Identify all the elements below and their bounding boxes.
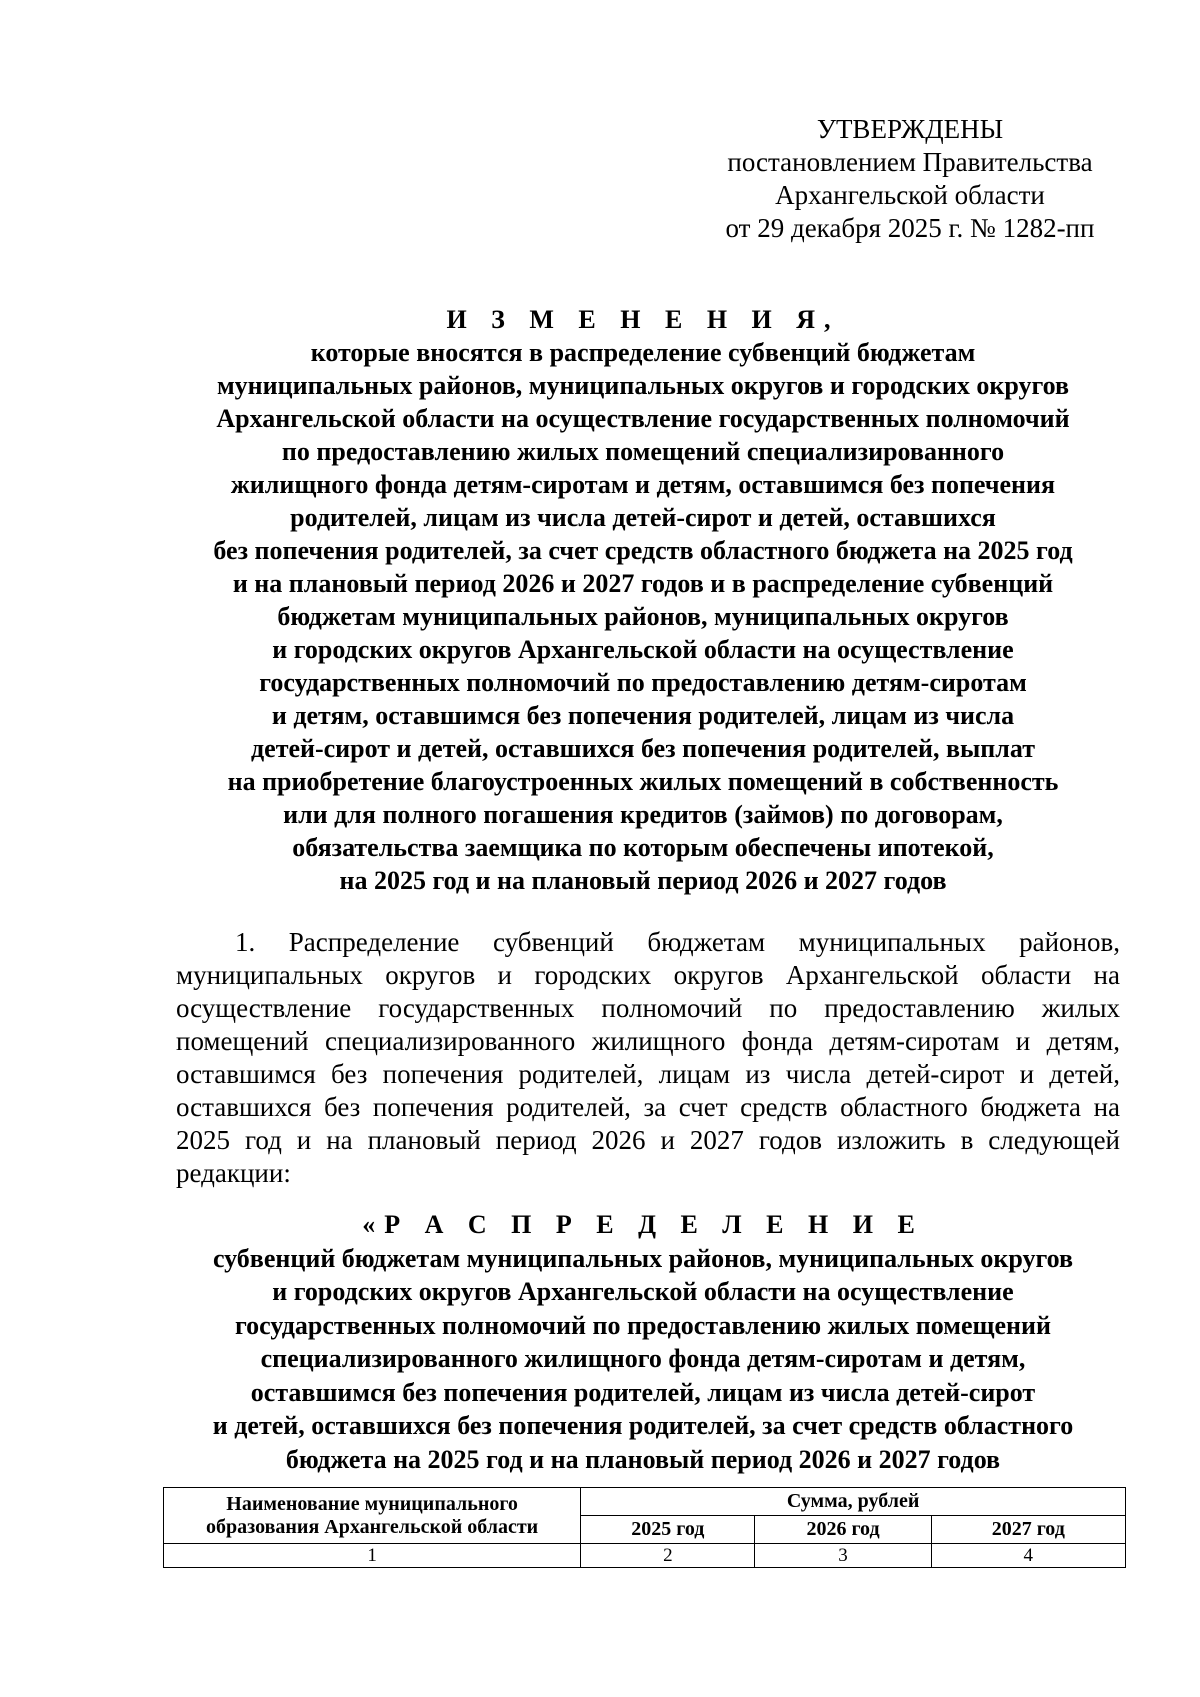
approval-title: УТВЕРЖДЕНЫ (816, 114, 1004, 144)
heading-line: государственных полномочий по предоставлению детям-сиротам (259, 668, 1027, 697)
heading-line: на 2025 год и на плановый период 2026 и 2027 годов (339, 866, 947, 895)
heading-line: муниципальных районов, муниципальных округов и городских округов (216, 371, 1070, 400)
approval-date: от 29 декабря 2025 г. № 1282-пп (725, 213, 1095, 243)
heading-line: специализированного жилищного фонда детям-сиротам и детям, (260, 1344, 1026, 1373)
header-line: образования Архангельской области (206, 1515, 539, 1538)
table-header-row (164, 1488, 1126, 1516)
heading-line: без попечения родителей, за счет средств областного бюджета на 2025 год (213, 536, 1073, 565)
year-header: 2026 год (755, 1516, 931, 1544)
heading-line: бюджетам муниципальных районов, муниципальных округов (277, 602, 1009, 631)
approval-line: постановлением Правительства (727, 147, 1093, 177)
municipality-header (164, 1488, 581, 1544)
column-number: 4 (931, 1544, 1125, 1568)
column-number: 2 (581, 1544, 755, 1568)
heading-line: и городских округов Архангельской области на осуществление (272, 1277, 1014, 1306)
heading-line: государственных полномочий по предоставлению жилых помещений (235, 1310, 1051, 1340)
heading-line: родителей, лицам из числа детей-сирот и детей, оставшихся (290, 503, 996, 532)
column-number: 1 (164, 1544, 581, 1568)
heading-line: и городских округов Архангельской области на осуществление (272, 635, 1014, 664)
paragraph-text: 1. Распределение субвенций бюджетам муниципальных районов, муниципальных округов и городских округов Архангельской области на осуществление государственных полномочий по предоставлению жилых помещений специализированного жилищного фонда детям-сиротам и детям, оставшимся без попечения родителей, лицам из числа детей-сирот и детей, оставшихся без попечения родителей, за счет средств областного бюджета на 2025 год и на плановый период 2026 и 2027 годов изложить в следующей редакции: (176, 927, 1120, 1188)
heading-line: Архангельской области на осуществление государственных полномочий (216, 404, 1070, 433)
heading-line: и на плановый период 2026 и 2027 годов и в распределение субвенций (232, 569, 1054, 598)
sum-header: Сумма, рублей (581, 1488, 1126, 1516)
year-header: 2027 год (931, 1516, 1125, 1544)
heading-line: оставшимся без попечения родителей, лицам из числа детей-сирот (250, 1377, 1036, 1407)
heading-line: и детям, оставшимся без попечения родителей, лицам из числа (271, 701, 1015, 730)
changes-heading (158, 303, 1128, 897)
heading-line: субвенций бюджетам муниципальных районов, муниципальных округов (212, 1243, 1074, 1273)
paragraph-1 (176, 926, 1120, 1190)
header-line: Наименование муниципального (226, 1492, 518, 1515)
subvention-table (163, 1487, 1126, 1568)
heading-line: по предоставлению жилых помещений специализированного (281, 437, 1005, 466)
heading-line: обязательства заемщика по которым обеспечены ипотекой, (292, 833, 994, 862)
distribution-title: «Р А С П Р Е Д Е Л Е Н И Е (362, 1210, 924, 1239)
distribution-heading (158, 1208, 1128, 1476)
column-number-row (164, 1544, 1126, 1568)
heading-line: и детей, оставшихся без попечения родителей, за счет средств областного (212, 1411, 1074, 1440)
heading-line: которые вносятся в распределение субвенций бюджетам (310, 338, 976, 367)
heading-line: на приобретение благоустроенных жилых помещений в собственность (227, 767, 1059, 796)
changes-title: И З М Е Н Е Н И Я, (446, 305, 840, 334)
heading-line: жилищного фонда детям-сиротам и детям, оставшимся без попечения (230, 470, 1056, 499)
column-number: 3 (755, 1544, 931, 1568)
heading-line: бюджета на 2025 год и на плановый период 2026 и 2027 годов (285, 1444, 1001, 1474)
approval-line: Архангельской области (775, 180, 1045, 210)
year-header: 2025 год (581, 1516, 755, 1544)
approval-block (690, 113, 1130, 245)
heading-line: детей-сирот и детей, оставшихся без попечения родителей, выплат (251, 734, 1035, 763)
heading-line: или для полного погашения кредитов (займов) по договорам, (283, 800, 1003, 829)
